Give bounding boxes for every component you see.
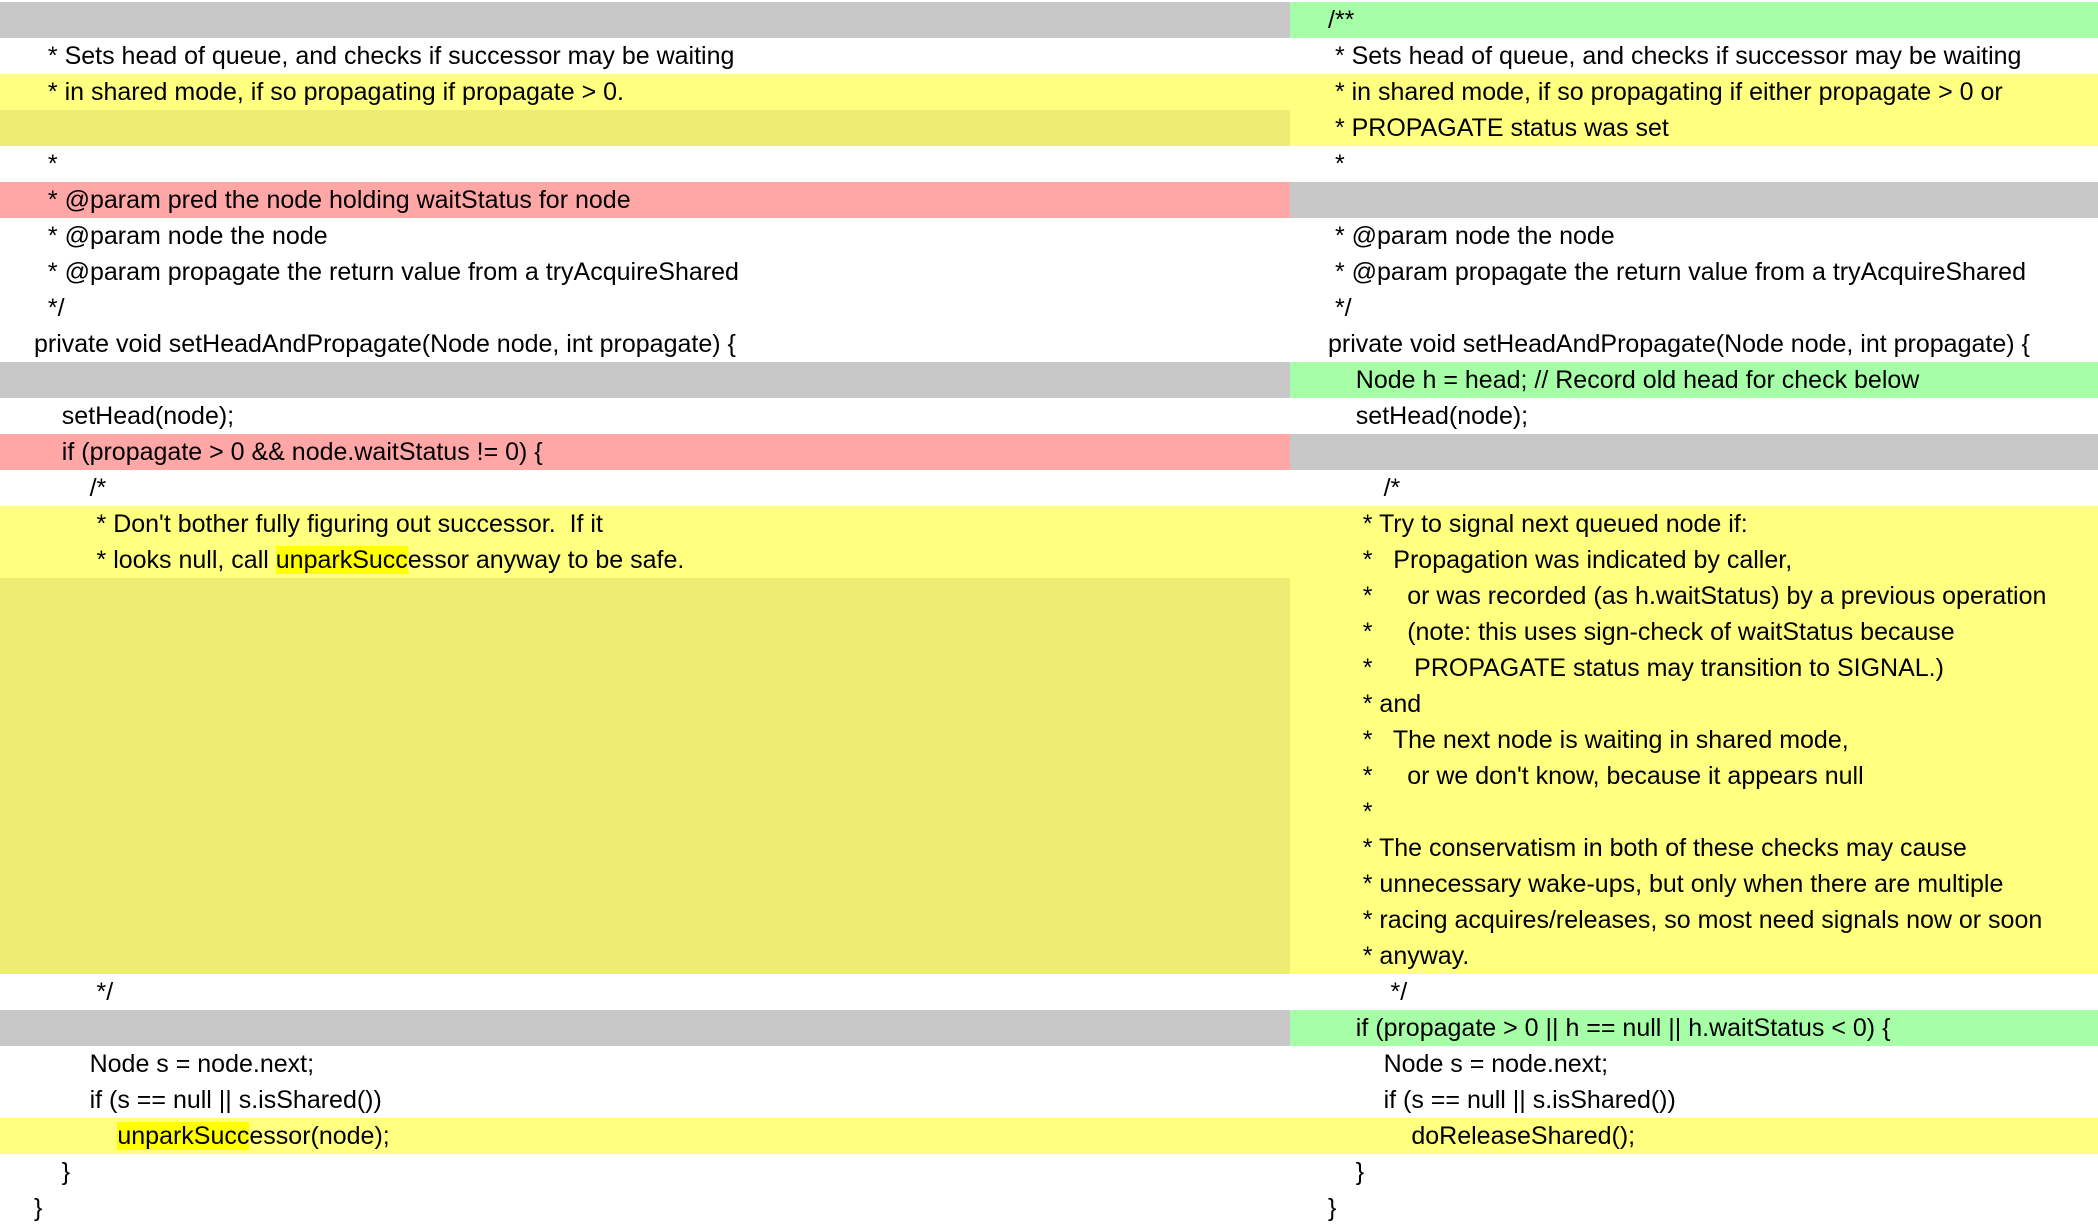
line-text: * anyway. <box>1362 942 1470 970</box>
line-indent <box>34 294 48 322</box>
line-indent <box>1328 258 1335 286</box>
left-code-line <box>34 434 543 470</box>
left-band-empty <box>0 2 1290 38</box>
line-text: * Sets head of queue, and checks if successor may be waiting <box>47 42 735 70</box>
line-text: } <box>1328 1194 1337 1222</box>
right-code-line <box>1328 1082 1676 1118</box>
line-text: /* <box>1383 474 1401 502</box>
line-indent <box>1328 294 1335 322</box>
line-indent <box>1328 510 1363 538</box>
right-code-line <box>1328 902 2042 938</box>
right-code-line <box>1328 470 1400 506</box>
right-band-empty <box>1290 182 2098 218</box>
right-code-line <box>1328 758 1864 794</box>
right-code-line <box>1328 974 1407 1010</box>
right-code-line <box>1328 74 2003 110</box>
right-code-line <box>1328 1118 1635 1154</box>
right-code-line <box>1328 1154 1364 1190</box>
line-indent <box>1328 834 1363 862</box>
line-indent <box>1328 150 1335 178</box>
line-indent <box>34 1050 90 1078</box>
line-text: * @param node the node <box>47 222 328 250</box>
left-band-empty <box>0 1010 1290 1046</box>
right-code-line <box>1328 686 1421 722</box>
right-code-line <box>1328 1010 1890 1046</box>
right-code-line <box>1328 146 1345 182</box>
right-band-added <box>1290 2 2098 38</box>
line-text: * in shared mode, if so propagating if either propagate > 0 or <box>1334 78 2003 106</box>
line-text: */ <box>1334 294 1352 322</box>
line-text: if (s == null || s.isShared()) <box>1383 1086 1676 1114</box>
line-text: setHead(node); <box>1355 402 1529 430</box>
line-text: * (note: this uses sign-check of waitStatus because <box>1362 618 1955 646</box>
left-code-line <box>34 974 113 1010</box>
line-text: /* <box>89 474 107 502</box>
line-indent <box>34 1122 117 1150</box>
left-code-line <box>34 1154 70 1190</box>
right-band-empty <box>1290 434 2098 470</box>
line-text: * or we don't know, because it appears null <box>1362 762 1864 790</box>
left-code-line <box>34 38 734 74</box>
line-indent <box>1328 366 1356 394</box>
left-code-line <box>34 182 631 218</box>
line-indent <box>34 42 48 70</box>
line-indent <box>34 1086 90 1114</box>
line-indent <box>34 474 90 502</box>
line-text: setHead(node); <box>61 402 235 430</box>
line-indent <box>1328 690 1363 718</box>
line-indent <box>1328 1086 1384 1114</box>
line-text: } <box>1355 1158 1365 1186</box>
right-code-line <box>1328 2 1354 38</box>
line-indent <box>34 1158 62 1186</box>
right-code-line <box>1328 218 1615 254</box>
line-text-tail: essor anyway to be safe. <box>407 546 685 574</box>
line-indent <box>1328 942 1363 970</box>
right-code-line <box>1328 614 1955 650</box>
line-indent <box>34 510 97 538</box>
line-indent <box>1328 798 1363 826</box>
right-code-line <box>1328 110 1669 146</box>
line-text: * <box>1334 150 1345 178</box>
right-code-line <box>1328 794 1372 830</box>
line-text: */ <box>96 978 114 1006</box>
line-indent <box>1328 1122 1411 1150</box>
right-pane-modified[interactable] <box>1290 0 2098 1222</box>
right-code-line <box>1328 254 2026 290</box>
line-indent <box>34 438 62 466</box>
line-indent <box>1328 978 1391 1006</box>
line-text: * looks null, call <box>96 546 276 574</box>
line-text: } <box>34 1194 43 1222</box>
right-code-line <box>1328 578 2046 614</box>
line-indent <box>1328 618 1363 646</box>
line-text: * The next node is waiting in shared mode, <box>1362 726 1849 754</box>
line-text: if (propagate > 0 && node.waitStatus != 0) { <box>61 438 543 466</box>
right-code-line <box>1328 38 2021 74</box>
line-text: * Propagation was indicated by caller, <box>1362 546 1793 574</box>
left-code-line <box>34 146 58 182</box>
line-indent <box>1328 726 1363 754</box>
line-indent <box>1328 582 1363 610</box>
line-text: * in shared mode, if so propagating if propagate > 0. <box>47 78 624 106</box>
line-indent <box>1328 1050 1384 1078</box>
line-indent <box>1328 78 1335 106</box>
line-indent <box>34 978 97 1006</box>
left-code-line <box>34 470 106 506</box>
line-indent <box>1328 474 1384 502</box>
right-code-line <box>1328 542 1792 578</box>
line-text: } <box>61 1158 71 1186</box>
word-diff-highlight: unparkSucc <box>117 1122 250 1150</box>
left-code-line <box>34 1190 42 1226</box>
left-code-line <box>34 254 739 290</box>
line-text: if (s == null || s.isShared()) <box>89 1086 382 1114</box>
line-text: Node s = node.next; <box>1383 1050 1609 1078</box>
line-text: private void setHeadAndPropagate(Node node, int propagate) { <box>34 330 736 358</box>
line-text: * @param propagate the return value from a tryAcquireShared <box>47 258 739 286</box>
left-code-line <box>34 1118 390 1154</box>
left-code-line <box>34 398 234 434</box>
right-code-line <box>1328 290 1352 326</box>
right-code-line <box>1328 650 1944 686</box>
right-code-line <box>1328 722 1849 758</box>
line-indent <box>34 546 97 574</box>
left-code-line <box>34 1082 382 1118</box>
right-code-line <box>1328 362 1919 398</box>
right-code-line <box>1328 938 1469 974</box>
line-text: * Don't bother fully figuring out successor. If it <box>96 510 603 538</box>
left-code-line <box>34 542 684 578</box>
line-indent <box>1328 654 1363 682</box>
left-code-line <box>34 506 603 542</box>
line-text: * @param node the node <box>1334 222 1615 250</box>
left-band-changed_filler <box>0 110 1290 146</box>
line-text: /** <box>1328 6 1355 34</box>
line-indent <box>34 258 48 286</box>
line-text: * racing acquires/releases, so most need signals now or soon <box>1362 906 2043 934</box>
line-text: * or was recorded (as h.waitStatus) by a previous operation <box>1362 582 2047 610</box>
line-text-tail: essor(node); <box>249 1122 390 1150</box>
left-band-changed_filler <box>0 578 1290 974</box>
left-band-empty <box>0 362 1290 398</box>
line-text: * Sets head of queue, and checks if successor may be waiting <box>1334 42 2022 70</box>
line-text: private void setHeadAndPropagate(Node node, int propagate) { <box>1328 330 2030 358</box>
line-text: doReleaseShared(); <box>1411 1122 1636 1150</box>
line-text: Node h = head; // Record old head for check below <box>1355 366 1920 394</box>
line-text: * The conservatism in both of these checks may cause <box>1362 834 1967 862</box>
line-text: * Try to signal next queued node if: <box>1362 510 1748 538</box>
line-indent <box>34 186 48 214</box>
right-code-line <box>1328 506 1748 542</box>
left-code-line <box>34 290 65 326</box>
line-text: * @param propagate the return value from a tryAcquireShared <box>1334 258 2026 286</box>
line-text: if (propagate > 0 || h == null || h.waitStatus < 0) { <box>1355 1014 1891 1042</box>
line-indent <box>34 402 62 430</box>
line-indent <box>1328 42 1335 70</box>
line-indent <box>1328 402 1356 430</box>
line-indent <box>1328 222 1335 250</box>
left-code-line <box>34 326 736 362</box>
line-text: * unnecessary wake-ups, but only when there are multiple <box>1362 870 2004 898</box>
line-text: * and <box>1362 690 1422 718</box>
line-indent <box>34 78 48 106</box>
line-indent <box>1328 1014 1356 1042</box>
line-indent <box>34 222 48 250</box>
right-code-line <box>1328 398 1528 434</box>
right-code-line <box>1328 830 1967 866</box>
line-text: */ <box>1390 978 1408 1006</box>
left-code-line <box>34 74 624 110</box>
line-indent <box>1328 762 1363 790</box>
line-text: * @param pred the node holding waitStatus for node <box>47 186 631 214</box>
line-text: Node s = node.next; <box>89 1050 315 1078</box>
left-code-line <box>34 218 328 254</box>
line-text: * <box>47 150 58 178</box>
right-code-line <box>1328 326 2030 362</box>
line-indent <box>1328 114 1335 142</box>
line-text: * PROPAGATE status may transition to SIGNAL.) <box>1362 654 1944 682</box>
line-text: * PROPAGATE status was set <box>1334 114 1669 142</box>
word-diff-highlight: unparkSucc <box>275 546 408 574</box>
line-indent <box>1328 546 1363 574</box>
left-code-line <box>34 1046 314 1082</box>
right-code-line <box>1328 866 2003 902</box>
right-code-line <box>1328 1190 1336 1226</box>
right-code-line <box>1328 1046 1608 1082</box>
line-indent <box>1328 1158 1356 1186</box>
line-text: */ <box>47 294 65 322</box>
line-indent <box>1328 870 1363 898</box>
line-indent <box>34 150 48 178</box>
line-indent <box>1328 906 1363 934</box>
line-text: * <box>1362 798 1373 826</box>
